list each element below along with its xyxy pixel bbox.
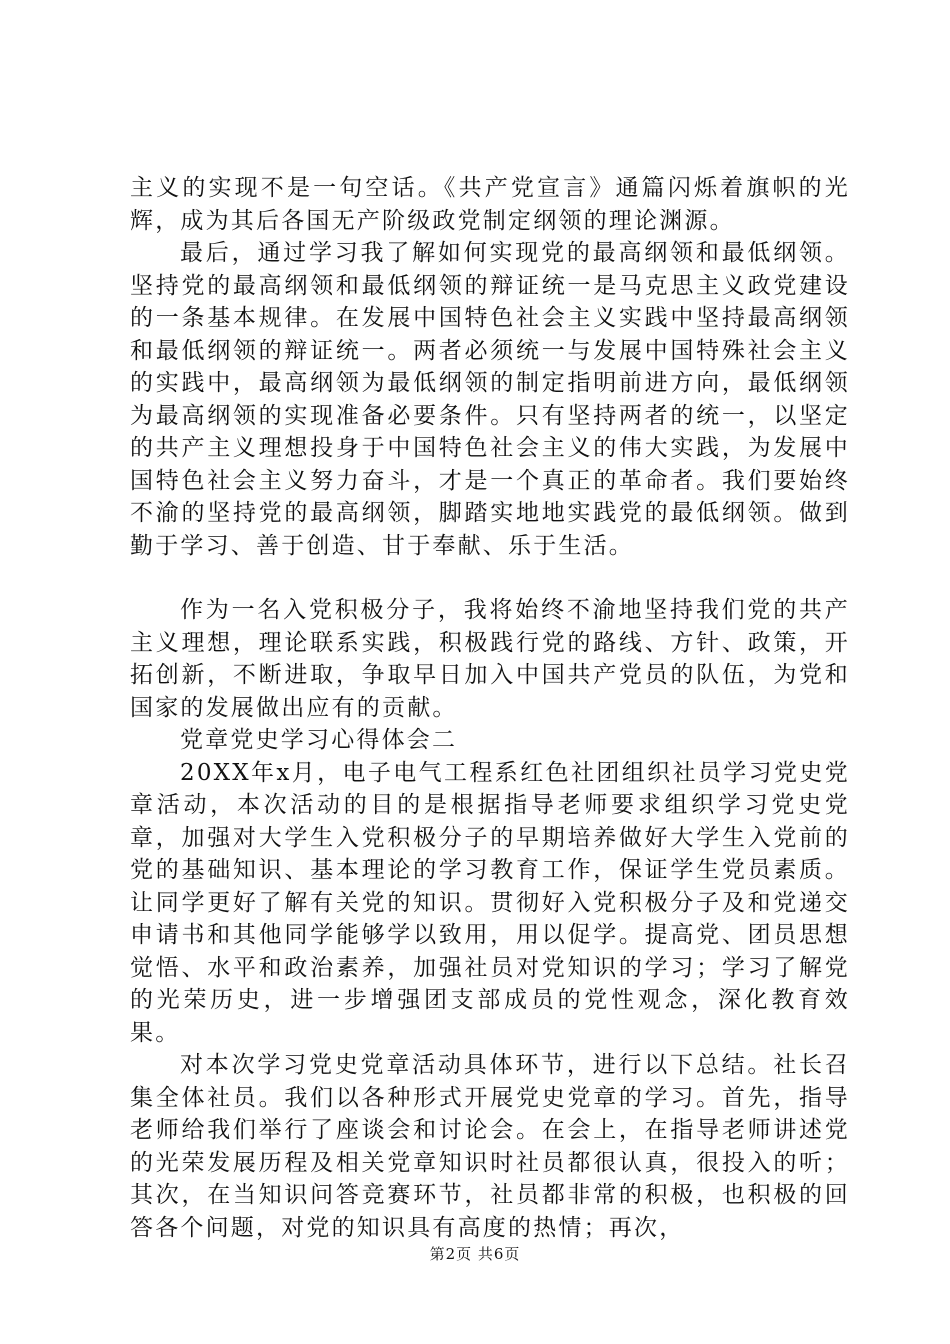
paragraph-activity-intro: 20XX年x月，电子电气工程系红色社团组织社员学习党史党章活动，本次活动的目的是根据指导老师要求组织学习党史党章，加强对大学生入党积极分子的早期培养做好大学生入党前的党的基础知识、基本理论的学习教育工作，保证学生党员素质。让同学更好了解有关党的知识。贯彻好入党积极分子及和党递交申请书和其他同学能够学以致用，用以促学。提高党、团员思想觉悟、水平和政治素养，加强社员对党知识的学习；学习了解党的光荣历史，进一步增强团支部成员的党性观念，深化教育效果。 — [130, 759, 850, 1046]
document-body — [130, 172, 850, 1244]
paragraph-continuation: 主义的实现不是一句空话。《共产党宣言》通篇闪烁着旗帜的光辉，成为其后各国无产阶级政党制定纲领的理论渊源。 — [130, 175, 850, 234]
paragraph-activity-summary: 对本次学习党史党章活动具体环节，进行以下总结。社长召集全体社员。我们以各种形式开展党史党章的学习。首先，指导老师给我们举行了座谈会和讨论会。在会上，在指导老师讲述党的光荣发展历程及相关党章知识时社员都很认真，很投入的听；其次，在当知识问答竞赛环节，社员都非常的积极，也积极的回答各个问题，对党的知识具有高度的热情；再次， — [130, 1052, 850, 1241]
page-number-footer: 第2页 共6页 — [429, 1245, 521, 1263]
paragraph-program-conclusion: 最后，通过学习我了解如何实现党的最高纲领和最低纲领。坚持党的最高纲领和最低纲领的辩证统一是马克思主义政党建设的一条基本规律。在发展中国特色社会主义实践中坚持最高纲领和最低纲领的辩证统一。两者必须统一与发展中国特殊社会主义的实践中，最高纲领为最低纲领的制定指明前进方向，最低纲领为最高纲领的实现准备必要条件。只有坚持两者的统一，以坚定的共产主义理想投身于中国特色社会主义的伟大实践，为发展中国特色社会主义努力奋斗，才是一个真正的革命者。我们要始终不渝的坚持党的最高纲领，脚踏实地地实践党的最低纲领。做到勤于学习、善于创造、甘于奉献、乐于生活。 — [130, 240, 850, 559]
section-heading: 党章党史学习心得体会二 — [180, 727, 458, 753]
paragraph-pledge: 作为一名入党积极分子，我将始终不渝地坚持我们党的共产主义理想，理论联系实践，积极践行党的路线、方针、政策，开拓创新，不断进取，争取早日加入中国共产党员的队伍，为党和国家的发展做出应有的贡献。 — [130, 597, 850, 721]
paragraph-gap — [130, 562, 850, 594]
